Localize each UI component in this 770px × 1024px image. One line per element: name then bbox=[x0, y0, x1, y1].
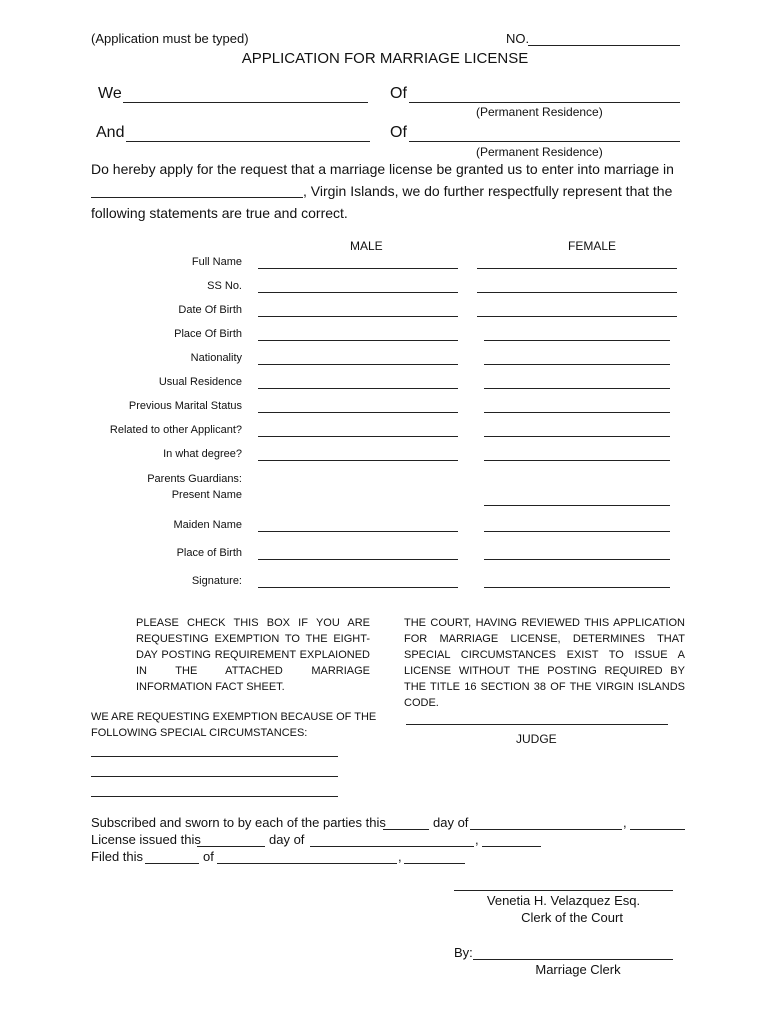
female-signature-field[interactable] bbox=[484, 587, 670, 588]
by-label: By: bbox=[454, 945, 473, 960]
sworn-prefix: Subscribed and sworn to by each of the parties this bbox=[91, 815, 386, 830]
court-determination-text: THE COURT, HAVING REVIEWED THIS APPLICATION FOR MARRIAGE LICENSE, DETERMINES THAT SPECIAL CIRCUMSTANCES EXIST TO ISSUE A LICENSE WITHOUT THE POSTING REQUIRED BY THE TITLE 16 SECTION 38 OF THE VIRGIN ISLANDS CODE. bbox=[404, 617, 685, 709]
filed-year-field[interactable] bbox=[404, 863, 465, 864]
statement-line-1: Do hereby apply for the request that a marriage license be granted us to enter into marriage in bbox=[91, 161, 674, 177]
judge-signature-line[interactable] bbox=[406, 724, 668, 725]
exemption-reason-line-1: WE ARE REQUESTING EXEMPTION BECAUSE OF THE bbox=[91, 711, 377, 723]
sworn-year-field[interactable] bbox=[630, 829, 685, 830]
we-name-field[interactable] bbox=[123, 102, 368, 103]
field-label-place-of-birth-2: Place of Birth bbox=[176, 547, 242, 559]
female-usual-residence-field[interactable] bbox=[484, 388, 670, 389]
field-label-full-name: Full Name bbox=[191, 256, 242, 268]
clerk-title: Clerk of the Court bbox=[521, 910, 623, 925]
female-place-of-birth-field[interactable] bbox=[484, 340, 670, 341]
field-label-usual-residence: Usual Residence bbox=[158, 376, 242, 388]
field-label-present-name: Present Name bbox=[171, 489, 242, 501]
issued-year-field[interactable] bbox=[482, 846, 541, 847]
female-ss-no-field[interactable] bbox=[477, 292, 677, 293]
clerk-name: Venetia H. Velazquez Esq. bbox=[486, 893, 641, 908]
female-maiden-name-field[interactable] bbox=[484, 531, 670, 532]
female-full-name-field[interactable] bbox=[477, 268, 677, 269]
sworn-comma: , bbox=[623, 815, 627, 830]
residence-caption-1: (Permanent Residence) bbox=[476, 105, 603, 119]
application-number-field[interactable] bbox=[528, 45, 680, 46]
page-title: APPLICATION FOR MARRIAGE LICENSE bbox=[241, 50, 529, 67]
male-ss-no-field[interactable] bbox=[258, 292, 458, 293]
of-label-1: Of bbox=[390, 85, 407, 102]
issued-day-of: day of bbox=[269, 832, 305, 847]
field-label-signature: Signature: bbox=[191, 575, 242, 587]
of-label-2: Of bbox=[390, 124, 407, 141]
field-label-ss-no: SS No. bbox=[207, 280, 242, 292]
male-place-of-birth-2-field[interactable] bbox=[258, 559, 458, 560]
male-usual-residence-field[interactable] bbox=[258, 388, 458, 389]
male-degree-field[interactable] bbox=[258, 460, 458, 461]
filed-day-field[interactable] bbox=[145, 863, 199, 864]
female-marital-status-field[interactable] bbox=[484, 412, 670, 413]
field-label-nationality: Nationality bbox=[190, 352, 242, 364]
exemption-reason-line-2: FOLLOWING SPECIAL CIRCUMSTANCES: bbox=[91, 727, 308, 739]
typed-note: (Application must be typed) bbox=[91, 31, 249, 46]
male-date-of-birth-field[interactable] bbox=[258, 316, 458, 317]
field-label-date-of-birth: Date Of Birth bbox=[178, 304, 242, 316]
male-full-name-field[interactable] bbox=[258, 268, 458, 269]
and-label: And bbox=[96, 124, 125, 141]
female-column-header: FEMALE bbox=[568, 239, 617, 253]
residence-field-1[interactable] bbox=[409, 102, 680, 103]
female-nationality-field[interactable] bbox=[484, 364, 670, 365]
field-label-related: Related to other Applicant? bbox=[109, 424, 242, 436]
male-marital-status-field[interactable] bbox=[258, 412, 458, 413]
residence-caption-2: (Permanent Residence) bbox=[476, 145, 603, 159]
and-name-field[interactable] bbox=[126, 141, 370, 142]
filed-comma: , bbox=[398, 849, 402, 864]
marriage-clerk-label: Marriage Clerk bbox=[535, 962, 621, 977]
filed-month-field[interactable] bbox=[217, 863, 397, 864]
female-degree-field[interactable] bbox=[484, 460, 670, 461]
sworn-day-of: day of bbox=[433, 815, 469, 830]
circumstance-field-1[interactable] bbox=[91, 756, 338, 757]
sworn-day-field[interactable] bbox=[383, 829, 429, 830]
field-label-maiden-name: Maiden Name bbox=[173, 519, 242, 531]
filed-of: of bbox=[203, 849, 214, 864]
we-label: We bbox=[98, 85, 122, 102]
field-label-previous-marital-status: Previous Marital Status bbox=[128, 400, 242, 412]
issued-day-field[interactable] bbox=[197, 846, 265, 847]
circumstance-field-3[interactable] bbox=[91, 796, 338, 797]
statement-line-2: , Virgin Islands, we do further respectfully represent that the bbox=[303, 183, 673, 199]
circumstance-field-2[interactable] bbox=[91, 776, 338, 777]
female-present-name-field[interactable] bbox=[484, 505, 670, 506]
male-related-field[interactable] bbox=[258, 436, 458, 437]
issued-prefix: License issued this bbox=[91, 832, 201, 847]
clerk-signature-line[interactable] bbox=[454, 890, 673, 891]
male-column-header: MALE bbox=[350, 239, 383, 253]
female-date-of-birth-field[interactable] bbox=[477, 316, 677, 317]
male-signature-field[interactable] bbox=[258, 587, 458, 588]
residence-field-2[interactable] bbox=[409, 141, 680, 142]
judge-label: JUDGE bbox=[516, 732, 557, 746]
application-number-label: NO. bbox=[506, 31, 530, 46]
female-related-field[interactable] bbox=[484, 436, 670, 437]
location-field[interactable] bbox=[91, 197, 303, 198]
statement-line-3: following statements are true and correct. bbox=[91, 205, 348, 221]
exemption-checkbox-text[interactable]: PLEASE CHECK THIS BOX IF YOU ARE REQUESTING EXEMPTION TO THE EIGHT-DAY POSTING REQUIREMENT EXPLAIONED IN THE ATTACHED MARRIAGE INFORMATION FACT SHEET. bbox=[136, 617, 370, 693]
issued-comma: , bbox=[475, 832, 479, 847]
female-place-of-birth-2-field[interactable] bbox=[484, 559, 670, 560]
sworn-month-field[interactable] bbox=[470, 829, 622, 830]
field-label-degree: In what degree? bbox=[163, 448, 242, 460]
issued-month-field[interactable] bbox=[310, 846, 474, 847]
field-label-parents-guardians: Parents Guardians: bbox=[147, 473, 242, 485]
marriage-clerk-signature-line[interactable] bbox=[473, 959, 673, 960]
male-nationality-field[interactable] bbox=[258, 364, 458, 365]
male-maiden-name-field[interactable] bbox=[258, 531, 458, 532]
male-place-of-birth-field[interactable] bbox=[258, 340, 458, 341]
filed-prefix: Filed this bbox=[91, 849, 144, 864]
field-label-place-of-birth: Place Of Birth bbox=[174, 328, 242, 340]
